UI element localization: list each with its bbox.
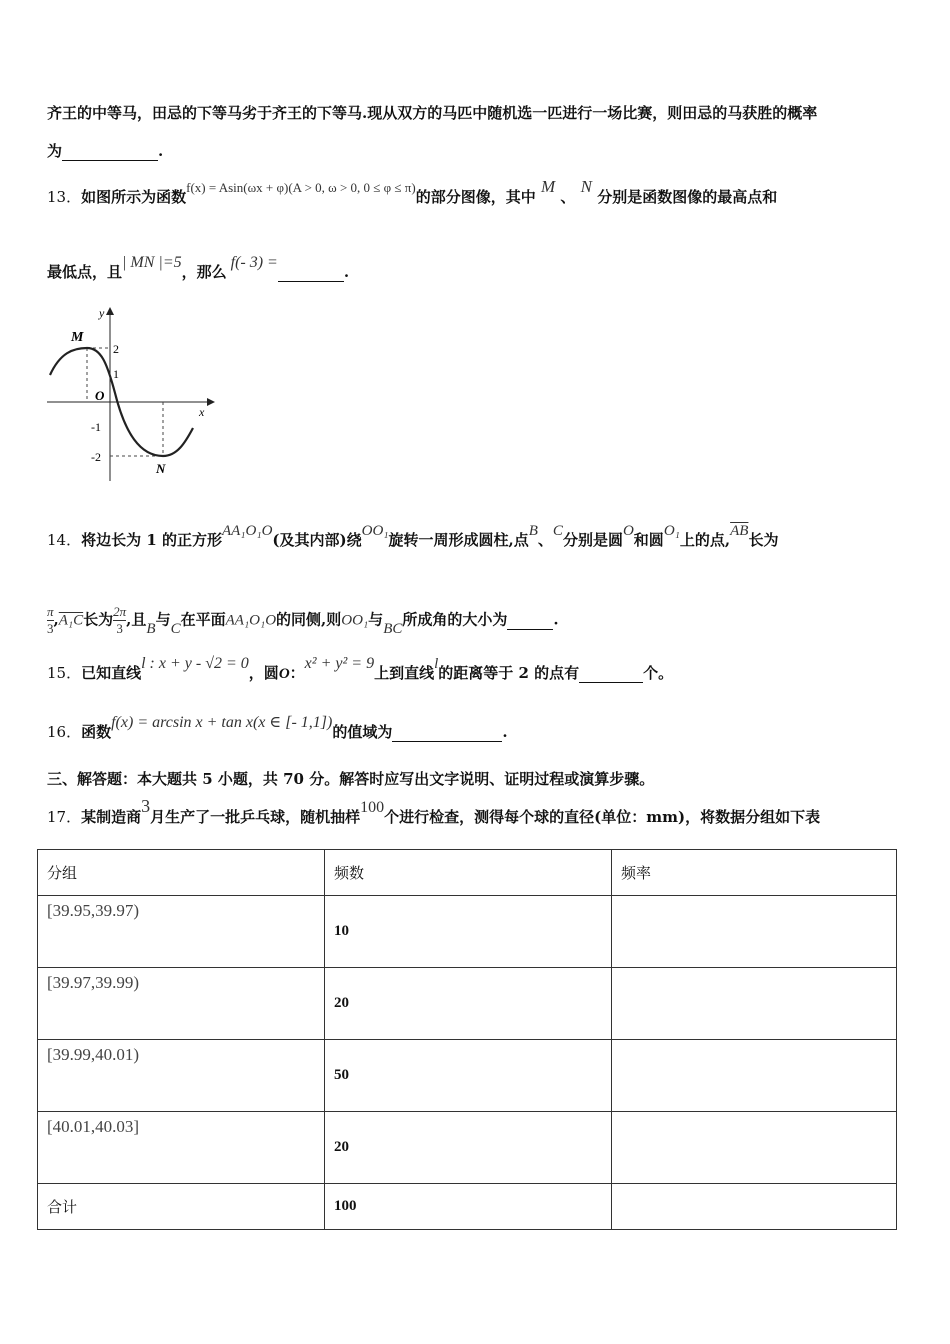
q15-circle-equation: x² + y² = 9: [304, 655, 375, 672]
q15-answer-blank[interactable]: [579, 664, 643, 683]
q17-sample-size: 100: [360, 799, 385, 816]
q15-l: l: [434, 656, 439, 672]
q13-text4: 最低点，且: [47, 263, 123, 281]
q14-axis: OO₁: [361, 523, 389, 539]
count-cell: 50: [325, 1040, 612, 1112]
q14-t5: 和圆: [633, 531, 664, 549]
q16-t1: 函数: [81, 723, 112, 741]
q17-month: 3: [141, 796, 151, 816]
q14-t12: 的同侧,则: [276, 610, 342, 629]
q14-t6: 上的点,: [679, 531, 731, 549]
header-count: 频数: [325, 850, 612, 896]
q14-line-OO1: OO₁: [341, 612, 369, 629]
q13-question: f(- 3) =: [230, 254, 278, 271]
q14-sep: 、: [537, 531, 553, 549]
q14-line2: $\frac{\pi}{3}$ ,A₁C长为 $\frac{2\pi}{3}$ ,且B与C在平面AA₁O₁O的同侧,则OO₁与BC所成角的大小为 .: [47, 604, 559, 637]
q12-suffix: .: [158, 142, 164, 160]
q14-frac-2pi3: $\frac{2\pi}{3}$: [113, 604, 127, 636]
q14-plane: AA₁O₁O: [225, 612, 277, 629]
q16-t2: 的值域为: [332, 723, 393, 741]
group-cell: [39.97,39.99): [38, 968, 325, 1040]
total-frequency-cell[interactable]: [612, 1184, 897, 1230]
table-header-row: [38, 850, 897, 896]
group-cell: [39.99,40.01): [38, 1040, 325, 1112]
q13-point-N: N: [580, 177, 592, 196]
q15-t2: ，圆: [248, 664, 279, 682]
frequency-cell[interactable]: [612, 896, 897, 968]
q13-end: .: [343, 263, 350, 281]
q14-t14: 所成角的大小为: [402, 610, 508, 629]
tick-minus-2: -2: [91, 450, 101, 464]
q13-number: 13．: [47, 188, 82, 206]
q14-line-BC: BC: [383, 620, 403, 637]
q14-square: AA₁O₁O: [221, 523, 273, 539]
table-total-row: [38, 1184, 897, 1230]
q12-answer-blank[interactable]: [62, 142, 158, 161]
q14-C2: C: [170, 620, 181, 637]
q15-t3: ：: [289, 664, 305, 682]
group-cell: [39.95,39.97): [38, 896, 325, 968]
q14-number: 14．: [47, 531, 82, 549]
header-group: 分组: [38, 850, 325, 896]
q14-arc-A1C: A₁C: [58, 612, 84, 629]
q12-text-line1: 齐王的中等马，田忌的下等马劣于齐王的下等马.现从双方的马匹中随机选一匹进行一场比赛，则田忌的马获胜的概率: [47, 104, 818, 122]
q16-number: 16．: [47, 723, 82, 741]
group-cell: [40.01,40.03]: [38, 1112, 325, 1184]
q14-t8: 长为: [83, 610, 114, 629]
point-M-label: M: [71, 330, 84, 345]
q13-text5: ，那么: [181, 263, 227, 281]
q14-t10: 与: [155, 610, 171, 629]
q14-B2: B: [146, 620, 156, 637]
q14-B: B: [528, 523, 538, 539]
total-label-cell: 合计: [38, 1184, 325, 1230]
y-axis-label: y: [99, 306, 105, 320]
tick-minus-1: -1: [91, 420, 101, 434]
header-frequency: 频率: [612, 850, 897, 896]
q15-line: [47, 655, 674, 683]
q16-line: [47, 714, 508, 742]
q13-sine-graph: [45, 303, 220, 483]
q13-sep: 、: [560, 188, 576, 206]
q14-t11: 在平面: [180, 610, 226, 629]
q14-frac-pi3: $\frac{\pi}{3}$: [47, 604, 54, 636]
q14-t4: 分别是圆: [562, 531, 623, 549]
q14-arc-AB: $\overline{AB}$: [730, 523, 749, 539]
total-count-cell: 100: [325, 1184, 612, 1230]
q13-answer-blank[interactable]: [278, 263, 344, 282]
count-cell: 20: [325, 1112, 612, 1184]
q14-C: C: [552, 523, 563, 539]
q12-prefix: 为: [47, 142, 63, 160]
frequency-cell[interactable]: [612, 968, 897, 1040]
q15-t5: 的距离等于 2 的点有: [438, 664, 580, 682]
table-row: [38, 968, 897, 1040]
table-row: [38, 896, 897, 968]
q15-t1: 已知直线: [81, 664, 142, 682]
q15-line-equation: l : x + y - √2 = 0: [141, 655, 249, 672]
q14-O: O: [622, 523, 634, 539]
q15-t6: 个。: [643, 664, 674, 682]
tick-2: 2: [113, 342, 119, 356]
tick-1: 1: [113, 367, 119, 381]
x-axis-arrow: [207, 398, 215, 406]
q16-answer-blank[interactable]: [392, 723, 502, 742]
y-axis-arrow: [106, 307, 114, 315]
q13-function-formula: f(x) = Asin(ωx + φ)(A > 0, ω > 0, 0 ≤ φ ≤ π): [186, 180, 416, 195]
q15-number: 15．: [47, 664, 82, 682]
q14-t7: 长为: [748, 531, 779, 549]
count-cell: 20: [325, 968, 612, 1040]
q13-line1: [47, 177, 778, 207]
q16-formula: f(x) = arcsin x + tan x(x ∈ [- 1,1]): [111, 714, 333, 731]
table-row: [38, 1040, 897, 1112]
q14-line1: [47, 523, 779, 550]
q16-end: .: [502, 723, 508, 741]
q14-end: .: [553, 610, 559, 629]
q14-t9: ,且: [126, 610, 147, 629]
origin-label: O: [95, 388, 105, 403]
point-N-label: N: [156, 461, 166, 476]
q15-circle-name: O: [278, 666, 290, 682]
q17-t1: 某制造商: [81, 808, 142, 826]
q14-answer-blank[interactable]: [507, 611, 553, 630]
q14-t13: 与: [368, 610, 384, 629]
count-cell: 10: [325, 896, 612, 968]
x-axis-label: x: [199, 405, 205, 419]
q13-point-M: M: [540, 177, 556, 196]
q14-t3: 旋转一周形成圆柱,点: [388, 531, 529, 549]
q14-O1: O₁: [663, 523, 680, 539]
q13-text2: 的部分图像，其中: [415, 188, 536, 206]
q15-t4: 上到直线: [374, 664, 435, 682]
q17-t2: 月生产了一批乒乓球，随机抽样: [150, 808, 361, 826]
frequency-table: [37, 849, 897, 1230]
q13-text1: 如图所示为函数: [81, 188, 187, 206]
q13-condition: | MN |=5: [122, 254, 182, 271]
q14-t2: (及其内部)绕: [272, 531, 362, 549]
q17-t3: 个进行检查，测得每个球的直径(单位：mm)，将数据分组如下表: [384, 808, 821, 826]
q12-text-line2: [47, 140, 163, 161]
section-3-heading: 三、解答题：本大题共 5 小题，共 70 分。解答时应写出文字说明、证明过程或演算步骤。: [47, 770, 655, 788]
table-row: [38, 1112, 897, 1184]
q17-line: [47, 796, 821, 827]
q17-number: 17．: [47, 808, 82, 826]
q13-text3: 分别是函数图像的最高点和: [597, 188, 778, 206]
q14-t1: 将边长为 1 的正方形: [81, 531, 222, 549]
frequency-cell[interactable]: [612, 1040, 897, 1112]
q13-line2: [47, 254, 350, 282]
frequency-cell[interactable]: [612, 1112, 897, 1184]
